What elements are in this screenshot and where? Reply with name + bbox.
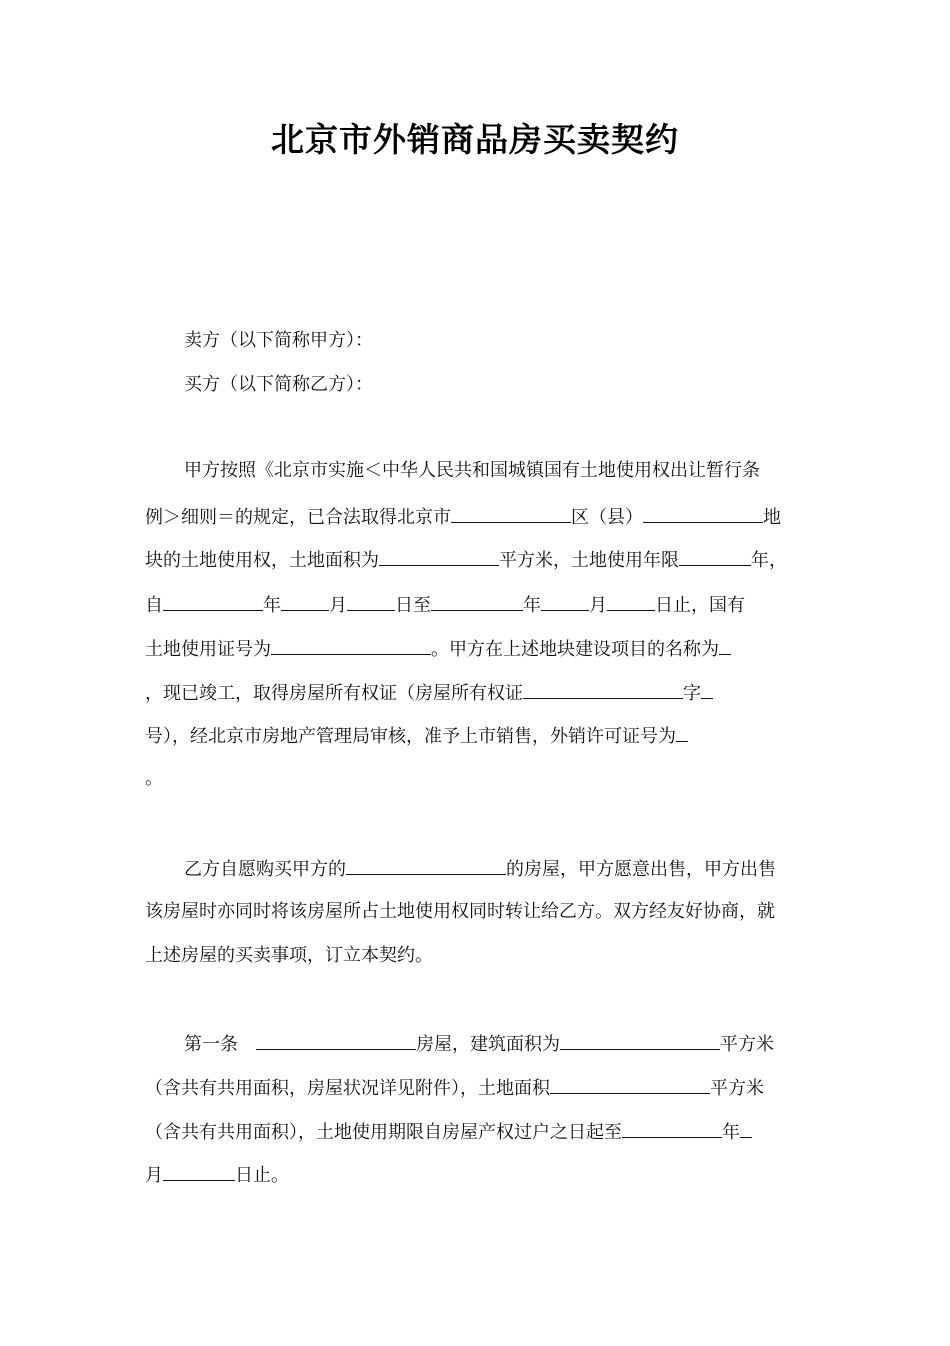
para1-text: 月 (589, 595, 607, 616)
term-end-year-tail-blank[interactable] (740, 1118, 752, 1138)
document-title: 北京市外销商品房买卖契约 (271, 120, 679, 159)
para1-text: 月 (329, 595, 347, 616)
para1-line7 (145, 722, 688, 750)
para1-text: 例＞细则＝的规定，已合法取得北京市 (145, 507, 451, 528)
para1-text: 平方米，土地使用年限 (499, 550, 679, 571)
article1-line1 (184, 1030, 774, 1058)
seller-line: 卖方（以下简称甲方）： (184, 330, 373, 351)
county-blank[interactable] (643, 503, 763, 523)
para1-line5 (145, 635, 731, 663)
para1-text: 年， (751, 550, 787, 571)
para2-line2 (145, 899, 775, 925)
land-term-blank[interactable] (679, 546, 751, 566)
term-end-month-blank[interactable] (163, 1161, 235, 1181)
start-month-blank[interactable] (281, 591, 329, 611)
sales-permit-blank[interactable] (676, 722, 688, 742)
article-number: 第一条 (184, 1034, 238, 1055)
para1-text: 年 (523, 595, 541, 616)
para1-line8 (145, 766, 163, 792)
article1-text: 月 (145, 1165, 163, 1186)
para2-text: 的房屋，甲方愿意出售，甲方出售 (506, 859, 776, 880)
article1-line4 (145, 1161, 289, 1189)
end-day-blank[interactable] (607, 591, 655, 611)
para2-text: 该房屋时亦同时将该房屋所占土地使用权同时转让给乙方。双方经友好协商，就 (145, 901, 775, 922)
buyer-line: 买方（以下简称乙方）： (184, 374, 373, 395)
article1-text: 平方米 (710, 1078, 764, 1099)
house-name-blank[interactable] (346, 855, 506, 875)
house-address-blank[interactable] (256, 1030, 416, 1050)
land-area-blank[interactable] (379, 546, 499, 566)
start-day-blank[interactable] (347, 591, 395, 611)
para1-text: 甲方按照《北京市实施＜中华人民共和国城镇国有土地使用权出让暂行条 (184, 460, 760, 481)
end-year-blank[interactable] (431, 591, 523, 611)
para1-text: 号），经北京市房地产管理局审核，准予上市销售，外销许可证号为 (145, 726, 676, 747)
para1-text: 。 (145, 768, 163, 789)
article1-text: 房屋，建筑面积为 (416, 1034, 560, 1055)
article-land-area-blank[interactable] (550, 1074, 710, 1094)
para1-text: 字 (683, 683, 701, 704)
district-blank[interactable] (451, 503, 571, 523)
land-cert-blank[interactable] (271, 635, 431, 655)
para1-text: 年 (263, 595, 281, 616)
para1-line1 (184, 458, 760, 484)
para1-line3 (145, 546, 787, 574)
para1-text: 。甲方在上述地块建设项目的名称为 (431, 639, 719, 660)
end-month-blank[interactable] (541, 591, 589, 611)
para1-text: 地 (763, 507, 781, 528)
para1-line4 (145, 591, 745, 619)
para1-line6 (145, 679, 713, 707)
para2-text: 乙方自愿购买甲方的 (184, 859, 346, 880)
term-end-year-blank[interactable] (622, 1118, 722, 1138)
para2-text: 上述房屋的买卖事项，订立本契约。 (145, 945, 433, 966)
article1-line3 (145, 1118, 752, 1146)
para1-text: 自 (145, 595, 163, 616)
article1-text: （含共有共用面积，房屋状况详见附件），土地面积 (145, 1078, 550, 1099)
article1-text: 年 (722, 1122, 740, 1143)
para1-text: 区（县） (571, 507, 643, 528)
floor-area-blank[interactable] (560, 1030, 720, 1050)
para1-text: 日至 (395, 595, 431, 616)
article1-text: 平方米 (720, 1034, 774, 1055)
ownership-cert-blank[interactable] (523, 679, 683, 699)
para2-line3 (145, 943, 433, 969)
para1-line2 (145, 503, 781, 531)
project-name-blank[interactable] (719, 635, 731, 655)
ownership-no-blank[interactable] (701, 679, 713, 699)
para1-text: 日止，国有 (655, 595, 745, 616)
article1-line2 (145, 1074, 764, 1102)
para1-text: ，现已竣工，取得房屋所有权证（房屋所有权证 (145, 683, 523, 704)
para2-line1 (184, 855, 776, 883)
article1-text: （含共有共用面积），土地使用期限自房屋产权过户之日起至 (145, 1122, 622, 1143)
start-year-blank[interactable] (163, 591, 263, 611)
para1-text: 土地使用证号为 (145, 639, 271, 660)
article1-text: 日止。 (235, 1165, 289, 1186)
para1-text: 块的土地使用权，土地面积为 (145, 550, 379, 571)
